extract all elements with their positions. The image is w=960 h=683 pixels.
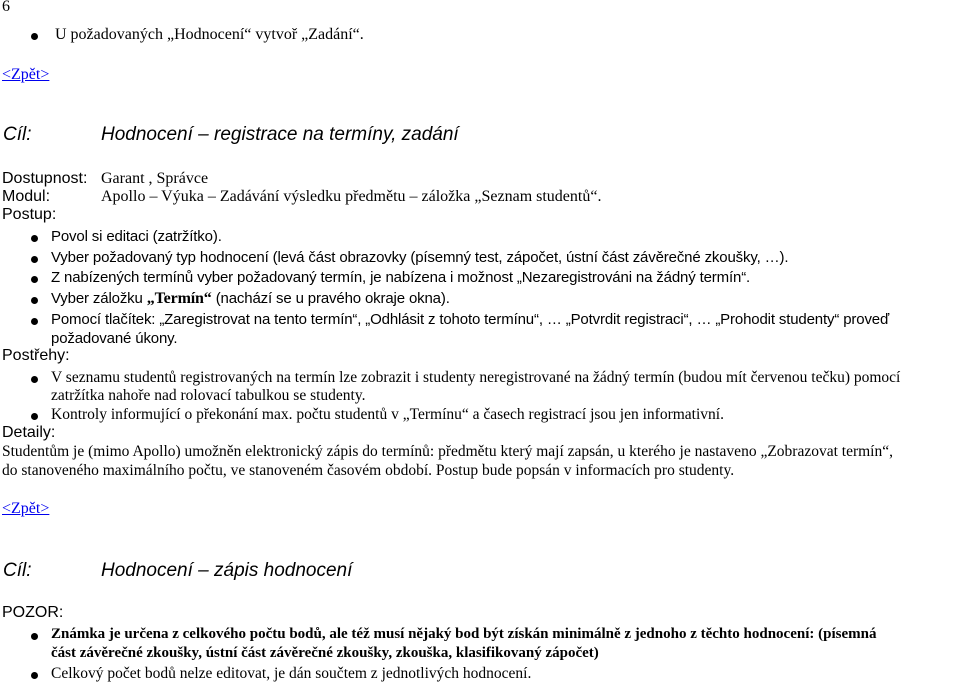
goal-label: Cíl: bbox=[3, 124, 32, 145]
warning-item: Celkový počet bodů nelze editovat, je dán součtem z jednotlivých hodnocení. bbox=[51, 665, 532, 682]
bullet bbox=[31, 256, 38, 263]
procedure-step: Vyber požadovaný typ hodnocení (levá část obrazovky (písemný test, zápočet, ústní část závěrečné zkoušky, …). bbox=[51, 249, 789, 266]
warning-label: POZOR: bbox=[2, 604, 64, 621]
warning-item: Známka je určena z celkového počtu bodů, ale též musí nějaký bod být získán minimálně z jednoho z těchto hodnocení: (písemná bbox=[51, 626, 877, 642]
details-text: Studentům je (mimo Apollo) umožněn elektronický zápis do termínů: předmětu který mají zapsán, u kterého je nastaveno „Zobrazovat termín“, bbox=[2, 443, 893, 460]
details-text: do stanoveného maximálního počtu, ve stanoveném časovém období. Postup bude popsán v informacích pro studenty. bbox=[2, 462, 735, 479]
bullet bbox=[31, 276, 38, 283]
bullet bbox=[31, 376, 38, 383]
bullet bbox=[31, 413, 38, 420]
note-item: V seznamu studentů registrovaných na termín lze zobrazit i studenty neregistrované na žádný termín (budou mít červenou tečku) pomocí bbox=[51, 369, 901, 386]
top-bullet-text: U požadovaných „Hodnocení“ vytvoř „Zadání“. bbox=[55, 26, 364, 43]
procedure-label: Postup: bbox=[2, 206, 57, 223]
back-link[interactable]: <Zpět> bbox=[2, 66, 50, 83]
bullet bbox=[31, 633, 38, 640]
module-label: Modul: bbox=[2, 188, 51, 205]
bullet bbox=[31, 33, 38, 40]
bullet bbox=[31, 297, 38, 304]
procedure-step: Vyber záložku „Termín“ (nachází se u pravého okraje okna). bbox=[51, 290, 450, 307]
availability-value: Garant , Správce bbox=[101, 170, 209, 187]
procedure-step: Povol si editaci (zatržítko). bbox=[51, 228, 222, 245]
procedure-step: Z nabízených termínů vyber požadovaný termín, je nabízena i možnost „Nezaregistrováni na žádný termín“. bbox=[51, 269, 751, 286]
section-title: Hodnocení – zápis hodnocení bbox=[101, 560, 353, 581]
module-value: Apollo – Výuka – Zadávání výsledku předmětu – záložka „Seznam studentů“. bbox=[101, 188, 602, 205]
procedure-step-continued: požadované úkony. bbox=[51, 330, 178, 347]
bullet bbox=[31, 672, 38, 679]
page-number: 6 bbox=[2, 0, 10, 15]
bullet bbox=[31, 318, 38, 325]
procedure-step: Pomocí tlačítek: „Zaregistrovat na tento termín“, „Odhlásit z tohoto termínu“, … „Potvrdit registraci“, … „Prohodit studenty“ proveď bbox=[51, 311, 890, 328]
procedure-step-text: (nachází se u pravého okraje okna). bbox=[215, 290, 450, 307]
details-label: Detaily: bbox=[2, 424, 56, 441]
availability-label: Dostupnost: bbox=[2, 170, 88, 187]
goal-label: Cíl: bbox=[3, 560, 32, 581]
bullet bbox=[31, 235, 38, 242]
warning-item-continued: část závěrečné zkoušky, ústní část závěrečné zkoušky, zkouška, klasifikovaný zápočet) bbox=[51, 645, 599, 661]
note-item-continued: zatržítka nahoře nad rolovací tabulkou se studenty. bbox=[51, 387, 366, 404]
tab-name-termin: Termín bbox=[154, 290, 204, 307]
section-title: Hodnocení – registrace na termíny, zadání bbox=[101, 124, 459, 145]
procedure-step-text: Vyber záložku bbox=[51, 290, 143, 307]
notes-label: Postřehy: bbox=[2, 347, 70, 364]
back-link[interactable]: <Zpět> bbox=[2, 500, 50, 517]
note-item: Kontroly informující o překonání max. počtu studentů v „Termínu“ a časech registrací jsou jen informativní. bbox=[51, 406, 724, 423]
